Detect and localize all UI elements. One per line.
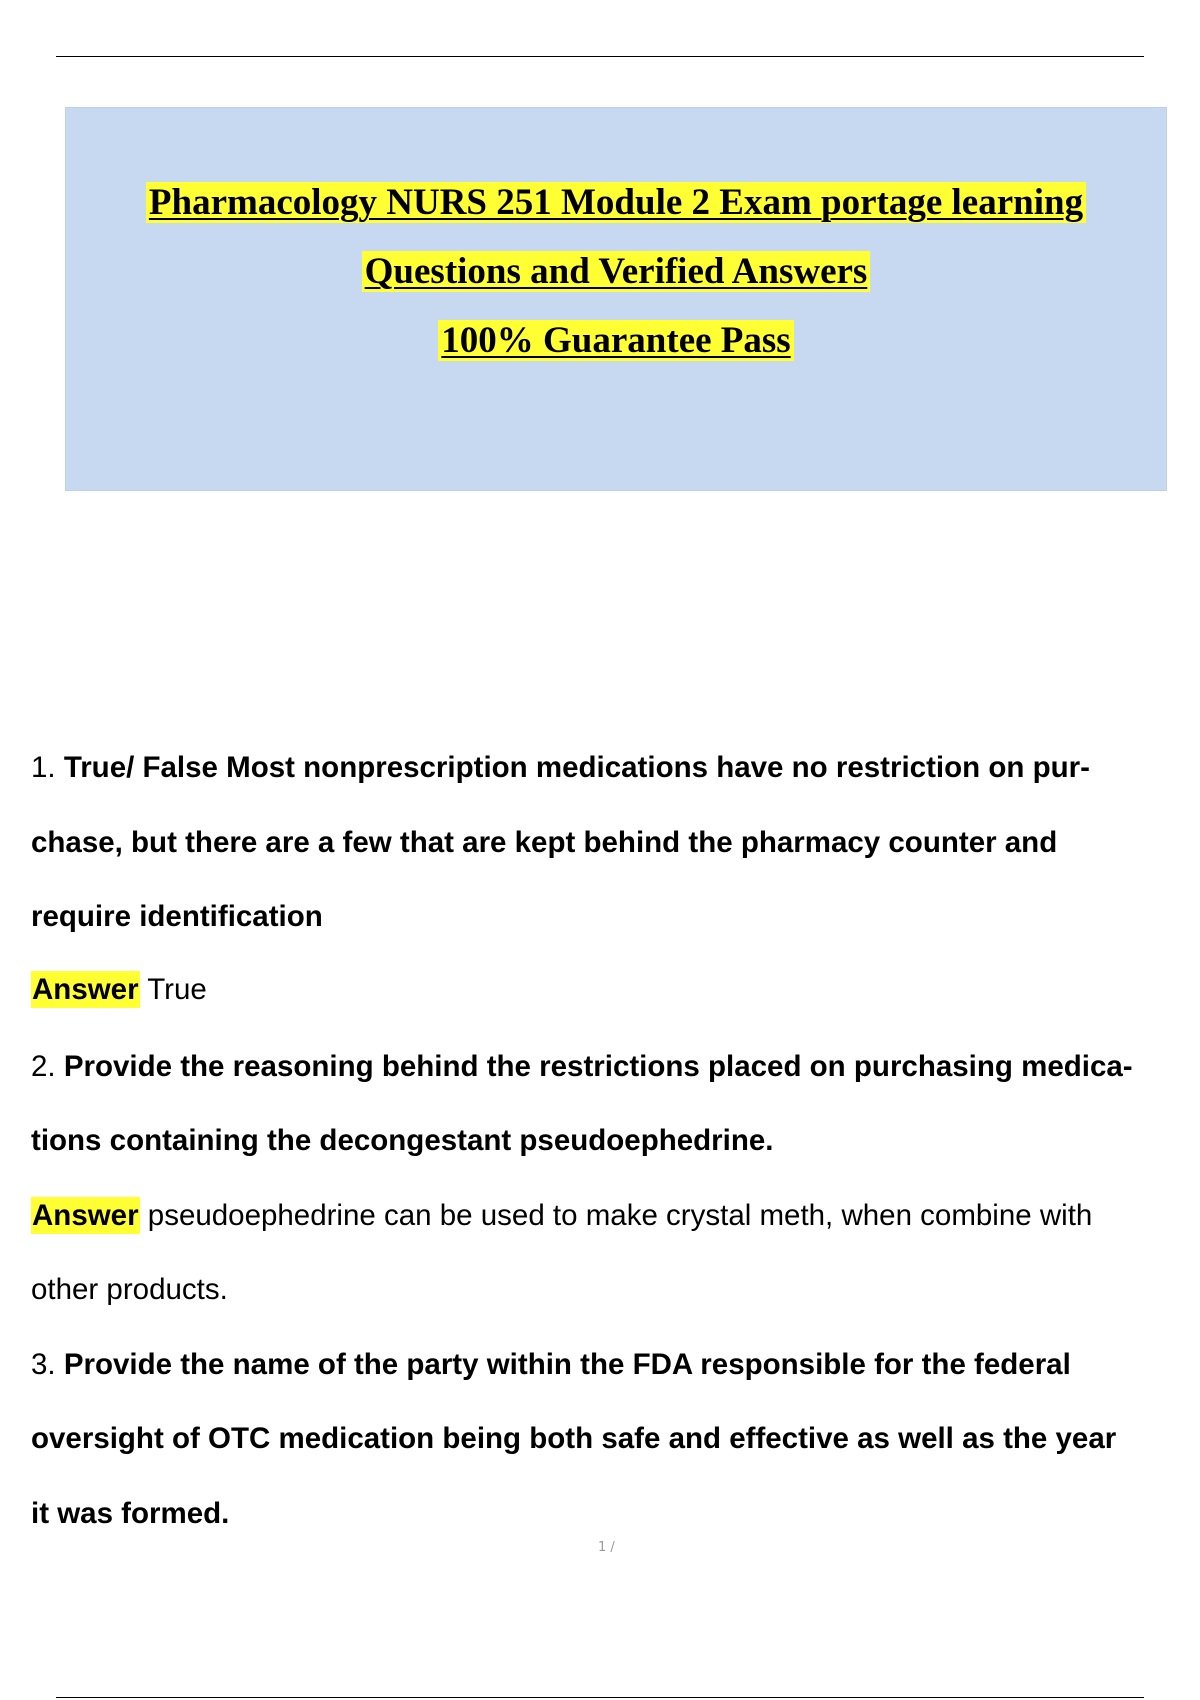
answer-2-line-1: Answer pseudoephedrine can be used to make crystal meth, when combine with <box>32 1198 1093 1232</box>
question-number: 1. <box>31 751 56 784</box>
question-1-line-3: require identification <box>31 900 323 933</box>
page-number: 1 / <box>598 1540 615 1555</box>
answer-2-line-2: other products. <box>31 1273 228 1306</box>
question-number: 2. <box>31 1049 56 1083</box>
answer-1: Answer True <box>32 972 207 1006</box>
bottom-rule <box>56 1697 1144 1698</box>
question-2-line-1: 2. Provide the reasoning behind the restrictions placed on purchasing medica- <box>31 1049 1133 1083</box>
question-3-line-3: it was formed. <box>31 1496 230 1530</box>
answer-label: Answer <box>32 1198 139 1232</box>
answer-label: Answer <box>32 972 139 1006</box>
question-1-line-2: chase, but there are a few that are kept behind the pharmacy counter and <box>31 825 1058 859</box>
question-3-line-1: 3. Provide the name of the party within the FDA responsible for the federal <box>31 1347 1071 1381</box>
question-2-line-2: tions containing the decongestant pseudoephedrine. <box>31 1124 774 1157</box>
title-box <box>65 107 1167 491</box>
title-line-3: 100% Guarantee Pass <box>66 322 1166 359</box>
top-rule <box>56 56 1144 57</box>
question-number: 3. <box>31 1347 56 1381</box>
questions-list <box>31 731 1200 1551</box>
title-line-2: Questions and Verified Answers <box>66 253 1166 290</box>
title-line-1: Pharmacology NURS 251 Module 2 Exam portage learning <box>66 184 1166 221</box>
document-title <box>66 184 1166 391</box>
question-3-line-2: oversight of OTC medication being both safe and effective as well as the year <box>31 1422 1117 1455</box>
question-1-line-1: 1. True/ False Most nonprescription medications have no restriction on pur- <box>31 751 1090 784</box>
